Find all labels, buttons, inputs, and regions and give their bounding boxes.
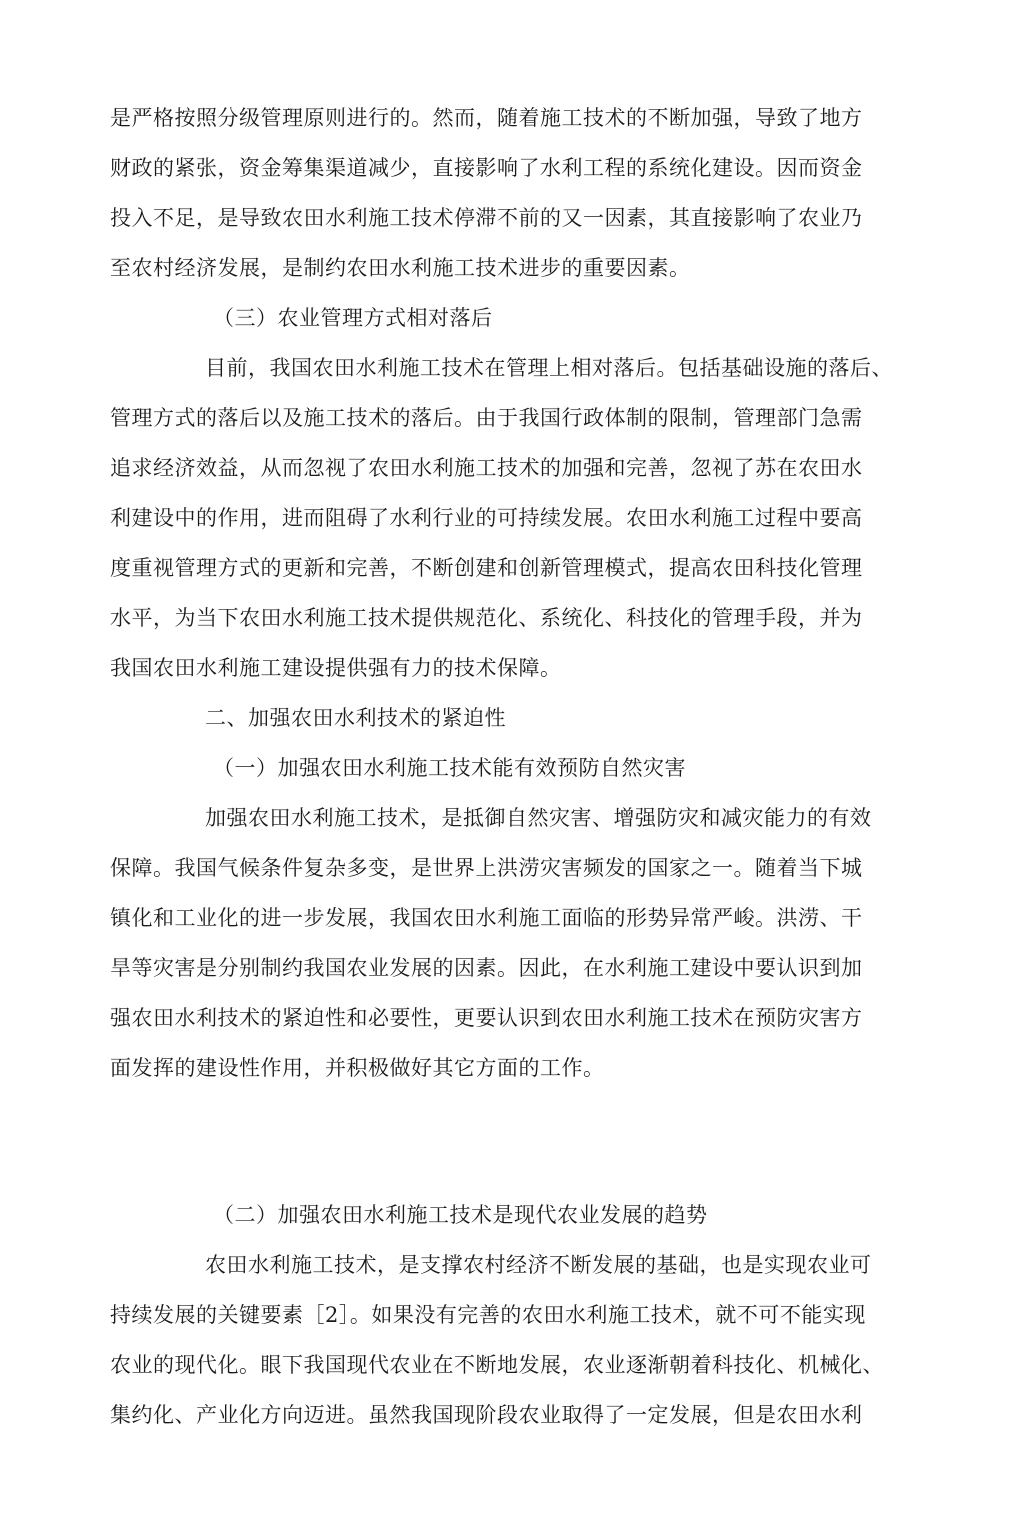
body-text-line: 管理方式的落后以及施工技术的落后。由于我国行政体制的限制，管理部门急需 — [110, 406, 863, 430]
body-text-line: 度重视管理方式的更新和完善，不断创建和创新管理模式，提高农田科技化管理 — [110, 556, 863, 580]
body-text-line: 投入不足，是导致农田水利施工技术停滞不前的又一因素，其直接影响了农业乃 — [110, 206, 863, 230]
subsection-heading: （一）加强农田水利施工技术能有效预防自然灾害 — [213, 756, 686, 780]
body-text-line: 镇化和工业化的进一步发展，我国农田水利施工面临的形势异常严峻。洪涝、干 — [110, 906, 863, 930]
body-text-line: 集约化、产业化方向迈进。虽然我国现阶段农业取得了一定发展，但是农田水利 — [110, 1403, 863, 1427]
body-text-line: 强农田水利技术的紧迫性和必要性，更要认识到农田水利施工技术在预防灾害方 — [110, 1006, 863, 1030]
body-text-line: 农业的现代化。眼下我国现代农业在不断地发展，农业逐渐朝着科技化、机械化、 — [110, 1353, 884, 1377]
body-text-line: 旱等灾害是分别制约我国农业发展的因素。因此，在水利施工建设中要认识到加 — [110, 956, 863, 980]
body-text-line: 至农村经济发展，是制约农田水利施工技术进步的重要因素。 — [110, 256, 691, 280]
body-text-line: 是严格按照分级管理原则进行的。然而，随着施工技术的不断加强，导致了地方 — [110, 106, 863, 130]
body-text-line: 利建设中的作用，进而阻碍了水利行业的可持续发展。农田水利施工过程中要高 — [110, 506, 863, 530]
body-text-line: 保障。我国气候条件复杂多变，是世界上洪涝灾害频发的国家之一。随着当下城 — [110, 856, 863, 880]
body-text-line: 目前，我国农田水利施工技术在管理上相对落后。包括基础设施的落后、 — [205, 356, 893, 380]
body-text-line: 农田水利施工技术，是支撑农村经济不断发展的基础，也是实现农业可 — [205, 1253, 872, 1277]
body-text-line: 我国农田水利施工建设提供强有力的技术保障。 — [110, 656, 562, 680]
subsection-heading: （二）加强农田水利施工技术是现代农业发展的趋势 — [213, 1203, 708, 1227]
body-text-line: 加强农田水利施工技术，是抵御自然灾害、增强防灾和减灾能力的有效 — [205, 806, 872, 830]
body-text-line: 追求经济效益，从而忽视了农田水利施工技术的加强和完善，忽视了苏在农田水 — [110, 456, 863, 480]
body-text-line: 水平，为当下农田水利施工技术提供规范化、系统化、科技化的管理手段，并为 — [110, 606, 863, 630]
subsection-heading: （三）农业管理方式相对落后 — [213, 306, 493, 330]
section-heading: 二、加强农田水利技术的紧迫性 — [205, 706, 506, 730]
body-text-line: 面发挥的建设性作用，并积极做好其它方面的工作。 — [110, 1056, 605, 1080]
body-text-line: 财政的紧张，资金筹集渠道减少，直接影响了水利工程的系统化建设。因而资金 — [110, 156, 863, 180]
body-text-line: 持续发展的关键要素［2］。如果没有完善的农田水利施工技术，就不可不能实现 — [110, 1303, 866, 1327]
